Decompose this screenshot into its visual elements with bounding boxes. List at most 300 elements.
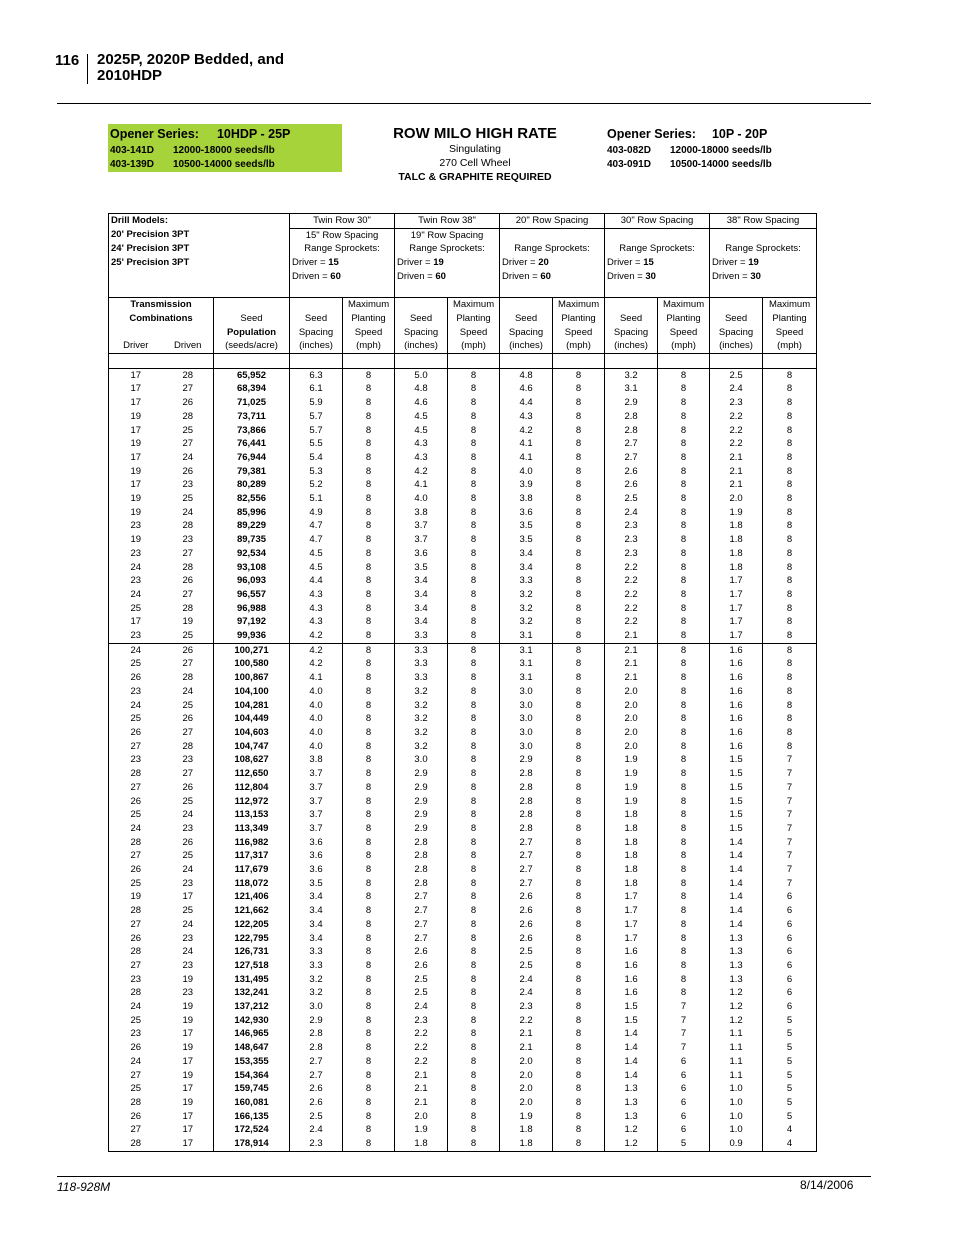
driver-cell: 27 bbox=[109, 740, 163, 754]
driver-cell: 17 bbox=[109, 615, 163, 629]
seed-spacing-cell: 2.4 bbox=[605, 506, 658, 520]
driven-cell: 25 bbox=[163, 904, 214, 918]
seed-spacing-cell: 3.4 bbox=[500, 561, 553, 575]
table-row bbox=[109, 932, 817, 946]
opener-right-label: Opener Series: bbox=[607, 127, 696, 141]
seed-spacing-cell: 3.6 bbox=[500, 506, 553, 520]
table-row bbox=[109, 1014, 817, 1028]
max-speed-cell: 8 bbox=[553, 1000, 605, 1014]
seed-spacing-cell: 3.5 bbox=[395, 561, 448, 575]
max-speed-cell: 8 bbox=[658, 643, 710, 657]
driven-cell: 26 bbox=[163, 643, 214, 657]
driver-cell: 25 bbox=[109, 602, 163, 616]
max-speed-cell: 8 bbox=[343, 1027, 395, 1041]
seed-spacing-cell: 1.4 bbox=[605, 1069, 658, 1083]
driver-sprocket bbox=[290, 256, 395, 270]
max-speed-cell: 8 bbox=[343, 629, 395, 643]
max-speed-cell: 8 bbox=[553, 671, 605, 685]
seed-spacing-cell: 1.8 bbox=[500, 1123, 553, 1137]
max-speed-cell: 8 bbox=[658, 465, 710, 479]
max-speed-cell: 8 bbox=[343, 822, 395, 836]
seed-spacing-cell: 4.1 bbox=[500, 451, 553, 465]
max-speed-cell: 8 bbox=[553, 1041, 605, 1055]
driver-cell: 26 bbox=[109, 726, 163, 740]
driver-cell: 17 bbox=[109, 396, 163, 410]
group-title: 30" Row Spacing bbox=[605, 214, 710, 229]
seed-spacing-cell: 2.5 bbox=[710, 368, 763, 382]
max-speed-cell: 8 bbox=[343, 1014, 395, 1028]
max-speed-cell: 8 bbox=[763, 726, 817, 740]
driver-cell: 25 bbox=[109, 712, 163, 726]
table-row bbox=[109, 368, 817, 382]
driven-cell: 25 bbox=[163, 849, 214, 863]
page-title bbox=[97, 52, 284, 84]
max-speed-cell: 8 bbox=[553, 629, 605, 643]
driven-cell: 28 bbox=[163, 561, 214, 575]
max-speed-cell: 8 bbox=[553, 932, 605, 946]
seed-spacing-cell: 1.9 bbox=[605, 781, 658, 795]
seed-spacing-cell: 2.2 bbox=[605, 588, 658, 602]
seed-spacing-header bbox=[500, 298, 553, 312]
seed-spacing-cell: 4.3 bbox=[290, 588, 343, 602]
seed-population-cell: 121,406 bbox=[214, 890, 290, 904]
seed-spacing-cell: 2.9 bbox=[290, 1014, 343, 1028]
seed-population-cell: 113,153 bbox=[214, 808, 290, 822]
driver-cell: 27 bbox=[109, 781, 163, 795]
seed-spacing-cell: 4.8 bbox=[500, 368, 553, 382]
driver-cell: 25 bbox=[109, 877, 163, 891]
seed-spacing-cell: 1.9 bbox=[710, 506, 763, 520]
max-speed-cell: 8 bbox=[553, 767, 605, 781]
driver-cell: 27 bbox=[109, 918, 163, 932]
chart-title: ROW MILO HIGH RATE bbox=[393, 125, 557, 142]
seed-spacing-cell: 3.2 bbox=[395, 726, 448, 740]
seed-spacing-header: Spacing bbox=[290, 326, 343, 340]
seed-spacing-cell: 3.4 bbox=[395, 588, 448, 602]
max-speed-cell: 8 bbox=[658, 973, 710, 987]
seed-spacing-cell: 3.7 bbox=[290, 767, 343, 781]
seed-spacing-cell: 3.3 bbox=[395, 629, 448, 643]
max-speed-cell: 8 bbox=[553, 712, 605, 726]
max-speed-cell: 8 bbox=[448, 547, 500, 561]
seed-spacing-cell: 2.4 bbox=[710, 382, 763, 396]
seed-spacing-cell: 3.8 bbox=[395, 506, 448, 520]
max-speed-cell: 8 bbox=[448, 643, 500, 657]
max-speed-cell: 7 bbox=[763, 822, 817, 836]
group-title: Twin Row 38" bbox=[395, 214, 500, 229]
seed-spacing-cell: 3.4 bbox=[395, 574, 448, 588]
max-speed-cell: 7 bbox=[763, 849, 817, 863]
seed-spacing-cell: 1.1 bbox=[710, 1041, 763, 1055]
seed-spacing-cell: 2.6 bbox=[290, 1096, 343, 1110]
driven-cell: 26 bbox=[163, 574, 214, 588]
seed-population-cell: 127,518 bbox=[214, 959, 290, 973]
driver-value: 15 bbox=[643, 257, 654, 269]
max-speed-cell: 8 bbox=[553, 685, 605, 699]
seed-spacing-cell: 5.7 bbox=[290, 424, 343, 438]
driver-label: Driver = bbox=[502, 257, 539, 269]
range-sprockets-label: Range Sprockets: bbox=[500, 242, 605, 256]
driver-cell: 23 bbox=[109, 574, 163, 588]
table-row bbox=[109, 451, 817, 465]
blank-cell bbox=[710, 354, 763, 369]
part-number: 403-141D bbox=[110, 145, 154, 156]
driven-cell: 19 bbox=[163, 973, 214, 987]
seed-population-cell: 146,965 bbox=[214, 1027, 290, 1041]
seed-spacing-cell: 1.8 bbox=[710, 533, 763, 547]
max-speed-cell: 8 bbox=[553, 643, 605, 657]
max-speed-cell: 8 bbox=[448, 918, 500, 932]
seed-spacing-cell: 4.1 bbox=[395, 478, 448, 492]
driver-cell: 26 bbox=[109, 1110, 163, 1124]
seed-population-cell: 92,534 bbox=[214, 547, 290, 561]
seed-spacing-cell: 4.0 bbox=[290, 726, 343, 740]
seed-spacing-cell: 2.8 bbox=[605, 424, 658, 438]
driven-cell: 28 bbox=[163, 519, 214, 533]
range-sprockets-label: Range Sprockets: bbox=[395, 242, 500, 256]
max-speed-cell: 8 bbox=[658, 808, 710, 822]
driver-label: Driver = bbox=[397, 257, 434, 269]
header-divider bbox=[87, 54, 88, 84]
max-speed-cell: 8 bbox=[658, 561, 710, 575]
opener-left-box bbox=[108, 124, 342, 172]
seed-spacing-cell: 4.3 bbox=[395, 437, 448, 451]
seed-spacing-cell: 1.6 bbox=[710, 726, 763, 740]
driver-cell: 23 bbox=[109, 519, 163, 533]
seed-spacing-header: Spacing bbox=[710, 326, 763, 340]
max-speed-header: (mph) bbox=[553, 339, 605, 353]
max-speed-cell: 8 bbox=[553, 973, 605, 987]
blank-cell bbox=[553, 354, 605, 369]
table-row bbox=[109, 424, 817, 438]
seed-spacing-cell: 2.6 bbox=[500, 904, 553, 918]
max-speed-cell: 8 bbox=[553, 877, 605, 891]
max-speed-cell: 8 bbox=[448, 781, 500, 795]
seed-spacing-cell: 4.1 bbox=[500, 437, 553, 451]
max-speed-cell: 8 bbox=[553, 478, 605, 492]
table-row bbox=[109, 945, 817, 959]
max-speed-cell: 8 bbox=[658, 602, 710, 616]
seed-spacing-cell: 3.7 bbox=[290, 822, 343, 836]
seed-spacing-cell: 5.3 bbox=[290, 465, 343, 479]
driver-cell: 19 bbox=[109, 437, 163, 451]
seed-spacing-cell: 2.1 bbox=[395, 1082, 448, 1096]
driver-cell: 23 bbox=[109, 547, 163, 561]
driven-cell: 24 bbox=[163, 918, 214, 932]
max-speed-cell: 8 bbox=[763, 382, 817, 396]
seed-spacing-cell: 2.0 bbox=[710, 492, 763, 506]
driven-label: Driven = bbox=[397, 270, 436, 282]
max-speed-cell: 8 bbox=[448, 1110, 500, 1124]
seed-spacing-cell: 6.3 bbox=[290, 368, 343, 382]
max-speed-cell: 8 bbox=[448, 726, 500, 740]
max-speed-cell: 8 bbox=[658, 382, 710, 396]
header-row bbox=[109, 270, 817, 284]
max-speed-cell: 8 bbox=[658, 671, 710, 685]
max-speed-cell: 7 bbox=[658, 1027, 710, 1041]
max-speed-header: Speed bbox=[658, 326, 710, 340]
seed-spacing-cell: 1.7 bbox=[605, 904, 658, 918]
driven-cell: 25 bbox=[163, 629, 214, 643]
seed-spacing-cell: 1.4 bbox=[605, 1027, 658, 1041]
max-speed-cell: 8 bbox=[763, 643, 817, 657]
header-row bbox=[109, 242, 817, 256]
driver-cell: 28 bbox=[109, 1096, 163, 1110]
max-speed-cell: 8 bbox=[343, 1096, 395, 1110]
table-row bbox=[109, 506, 817, 520]
opener-left-row bbox=[110, 159, 275, 170]
max-speed-cell: 8 bbox=[658, 492, 710, 506]
seed-population-cell: 112,650 bbox=[214, 767, 290, 781]
seed-population-cell: 137,212 bbox=[214, 1000, 290, 1014]
seed-spacing-cell: 4.0 bbox=[290, 712, 343, 726]
page-number: 116 bbox=[55, 52, 80, 69]
blank-cell bbox=[163, 354, 214, 369]
driven-cell: 28 bbox=[163, 740, 214, 754]
max-speed-cell: 8 bbox=[448, 1027, 500, 1041]
max-speed-cell: 8 bbox=[448, 753, 500, 767]
max-speed-cell: 8 bbox=[448, 629, 500, 643]
max-speed-cell: 8 bbox=[553, 740, 605, 754]
max-speed-cell: 8 bbox=[343, 712, 395, 726]
seed-spacing-cell: 2.2 bbox=[395, 1041, 448, 1055]
max-speed-cell: 8 bbox=[658, 726, 710, 740]
seed-spacing-cell: 2.2 bbox=[710, 437, 763, 451]
driver-cell: 19 bbox=[109, 533, 163, 547]
max-speed-cell: 8 bbox=[448, 836, 500, 850]
seed-spacing-cell: 2.1 bbox=[500, 1041, 553, 1055]
max-speed-cell: 8 bbox=[763, 533, 817, 547]
max-speed-cell: 8 bbox=[448, 904, 500, 918]
max-speed-cell: 8 bbox=[763, 740, 817, 754]
max-speed-cell: 8 bbox=[343, 945, 395, 959]
seed-spacing-cell: 2.2 bbox=[395, 1027, 448, 1041]
max-speed-cell: 8 bbox=[343, 890, 395, 904]
seed-spacing-cell: 4.5 bbox=[395, 410, 448, 424]
driver-cell: 27 bbox=[109, 849, 163, 863]
max-speed-cell: 8 bbox=[658, 795, 710, 809]
opener-left-row bbox=[110, 145, 275, 156]
max-speed-cell: 6 bbox=[763, 904, 817, 918]
seed-range: 10500-14000 seeds/lb bbox=[670, 159, 772, 170]
table-row bbox=[109, 767, 817, 781]
seed-spacing-cell: 2.0 bbox=[500, 1082, 553, 1096]
seed-spacing-cell: 5.4 bbox=[290, 451, 343, 465]
table-row bbox=[109, 437, 817, 451]
table-row bbox=[109, 904, 817, 918]
seed-population-cell: 96,557 bbox=[214, 588, 290, 602]
blank-cell bbox=[290, 354, 343, 369]
driven-sprocket bbox=[710, 270, 817, 284]
seed-population-cell: 112,804 bbox=[214, 781, 290, 795]
seed-spacing-cell: 3.5 bbox=[500, 533, 553, 547]
max-speed-cell: 8 bbox=[763, 671, 817, 685]
driven-cell: 27 bbox=[163, 547, 214, 561]
max-speed-cell: 8 bbox=[658, 629, 710, 643]
max-speed-cell: 8 bbox=[658, 574, 710, 588]
max-speed-cell: 8 bbox=[343, 615, 395, 629]
seed-spacing-cell: 4.5 bbox=[290, 561, 343, 575]
blank-cell bbox=[605, 284, 710, 298]
seed-spacing-cell: 2.2 bbox=[605, 602, 658, 616]
max-speed-cell: 8 bbox=[448, 368, 500, 382]
table-row bbox=[109, 1055, 817, 1069]
seed-spacing-cell: 2.6 bbox=[500, 890, 553, 904]
max-speed-cell: 6 bbox=[658, 1082, 710, 1096]
table-row bbox=[109, 382, 817, 396]
max-speed-cell: 8 bbox=[553, 451, 605, 465]
seed-spacing-cell: 2.6 bbox=[395, 959, 448, 973]
opener-right-box bbox=[607, 127, 772, 173]
max-speed-cell: 8 bbox=[448, 382, 500, 396]
max-speed-cell: 8 bbox=[553, 561, 605, 575]
seed-spacing-cell: 1.3 bbox=[605, 1110, 658, 1124]
seed-spacing-cell: 1.6 bbox=[710, 657, 763, 671]
driven-value: 30 bbox=[750, 270, 761, 282]
seed-spacing-cell: 4.2 bbox=[500, 424, 553, 438]
driver-cell: 24 bbox=[109, 588, 163, 602]
part-number: 403-091D bbox=[607, 159, 651, 170]
seed-spacing-cell: 2.5 bbox=[500, 945, 553, 959]
seed-spacing-cell: 1.1 bbox=[710, 1027, 763, 1041]
max-speed-cell: 8 bbox=[553, 1027, 605, 1041]
driver-cell: 28 bbox=[109, 945, 163, 959]
driven-cell: 19 bbox=[163, 1096, 214, 1110]
blank-cell bbox=[109, 270, 290, 284]
max-speed-cell: 8 bbox=[448, 932, 500, 946]
seed-spacing-cell: 4.4 bbox=[500, 396, 553, 410]
driver-cell: 26 bbox=[109, 671, 163, 685]
max-speed-cell: 5 bbox=[763, 1096, 817, 1110]
max-speed-cell: 8 bbox=[553, 849, 605, 863]
seed-spacing-cell: 3.3 bbox=[500, 574, 553, 588]
max-speed-cell: 8 bbox=[763, 657, 817, 671]
seed-spacing-cell: 3.2 bbox=[290, 986, 343, 1000]
seed-spacing-cell: 3.2 bbox=[395, 699, 448, 713]
seed-spacing-cell: 2.1 bbox=[605, 657, 658, 671]
driver-cell: 28 bbox=[109, 986, 163, 1000]
max-speed-cell: 8 bbox=[553, 959, 605, 973]
driver-cell: 26 bbox=[109, 863, 163, 877]
max-speed-cell: 8 bbox=[448, 1069, 500, 1083]
seed-spacing-cell: 2.7 bbox=[395, 890, 448, 904]
seed-spacing-cell: 1.8 bbox=[395, 1137, 448, 1151]
drill-models-label: Drill Models: bbox=[109, 214, 290, 229]
max-speed-cell: 8 bbox=[553, 492, 605, 506]
seed-spacing-cell: 3.2 bbox=[500, 588, 553, 602]
max-speed-cell: 6 bbox=[763, 973, 817, 987]
seed-spacing-cell: 2.5 bbox=[500, 959, 553, 973]
max-speed-cell: 8 bbox=[658, 945, 710, 959]
seed-population-cell: 132,241 bbox=[214, 986, 290, 1000]
table-row bbox=[109, 410, 817, 424]
seed-spacing-cell: 2.4 bbox=[290, 1123, 343, 1137]
seed-spacing-cell: 1.7 bbox=[710, 615, 763, 629]
seed-spacing-cell: 2.5 bbox=[605, 492, 658, 506]
max-speed-cell: 8 bbox=[343, 753, 395, 767]
seed-population-cell: 118,072 bbox=[214, 877, 290, 891]
header-row bbox=[109, 228, 817, 242]
table-row bbox=[109, 1041, 817, 1055]
max-speed-header: Planting bbox=[448, 312, 500, 326]
seed-spacing-cell: 3.1 bbox=[605, 382, 658, 396]
header-row bbox=[109, 256, 817, 270]
opener-left-label: Opener Series: bbox=[110, 127, 199, 141]
max-speed-cell: 8 bbox=[343, 849, 395, 863]
seed-spacing-cell: 3.4 bbox=[290, 890, 343, 904]
max-speed-cell: 8 bbox=[658, 986, 710, 1000]
seed-spacing-cell: 4.9 bbox=[290, 506, 343, 520]
max-speed-cell: 8 bbox=[343, 396, 395, 410]
driven-cell: 23 bbox=[163, 877, 214, 891]
seed-spacing-cell: 3.0 bbox=[500, 740, 553, 754]
seed-spacing-cell: 5.2 bbox=[290, 478, 343, 492]
max-speed-cell: 8 bbox=[448, 808, 500, 822]
seed-spacing-cell: 4.2 bbox=[290, 643, 343, 657]
driven-value: 60 bbox=[330, 270, 341, 282]
max-speed-cell: 8 bbox=[448, 1055, 500, 1069]
driver-cell: 25 bbox=[109, 1082, 163, 1096]
seed-spacing-cell: 4.3 bbox=[290, 602, 343, 616]
opener-right-heading bbox=[607, 127, 767, 141]
driven-cell: 27 bbox=[163, 726, 214, 740]
table-row bbox=[109, 740, 817, 754]
seed-population-cell: 131,495 bbox=[214, 973, 290, 987]
driven-cell: 25 bbox=[163, 492, 214, 506]
driven-value: 30 bbox=[645, 270, 656, 282]
max-speed-cell: 8 bbox=[343, 478, 395, 492]
column-header-row bbox=[109, 298, 817, 312]
seed-spacing-cell: 1.9 bbox=[395, 1123, 448, 1137]
max-speed-cell: 8 bbox=[658, 740, 710, 754]
max-speed-cell: 8 bbox=[658, 451, 710, 465]
max-speed-cell: 7 bbox=[763, 836, 817, 850]
seed-spacing-header: Seed bbox=[290, 312, 343, 326]
max-speed-cell: 8 bbox=[553, 986, 605, 1000]
driver-cell: 19 bbox=[109, 465, 163, 479]
max-speed-cell: 8 bbox=[553, 602, 605, 616]
seed-spacing-cell: 4.8 bbox=[395, 382, 448, 396]
max-speed-cell: 8 bbox=[658, 437, 710, 451]
max-speed-header: Speed bbox=[763, 326, 817, 340]
seed-spacing-cell: 3.4 bbox=[500, 547, 553, 561]
max-speed-cell: 8 bbox=[553, 615, 605, 629]
driver-value: 19 bbox=[748, 257, 759, 269]
max-speed-cell: 4 bbox=[763, 1137, 817, 1151]
max-speed-cell: 8 bbox=[553, 506, 605, 520]
max-speed-cell: 8 bbox=[658, 368, 710, 382]
seed-population-cell: 99,936 bbox=[214, 629, 290, 643]
seed-spacing-cell: 1.4 bbox=[710, 904, 763, 918]
driver-label: Driver = bbox=[292, 257, 329, 269]
table-row bbox=[109, 781, 817, 795]
max-speed-cell: 8 bbox=[553, 863, 605, 877]
seed-spacing-header: (inches) bbox=[605, 339, 658, 353]
seed-spacing-cell: 1.8 bbox=[710, 561, 763, 575]
max-speed-cell: 8 bbox=[763, 629, 817, 643]
blank-cell bbox=[395, 354, 448, 369]
table-row bbox=[109, 795, 817, 809]
max-speed-cell: 8 bbox=[448, 424, 500, 438]
seed-population-cell: 73,866 bbox=[214, 424, 290, 438]
max-speed-cell: 8 bbox=[343, 1082, 395, 1096]
seed-spacing-cell: 1.2 bbox=[710, 986, 763, 1000]
seed-spacing-cell: 3.0 bbox=[500, 726, 553, 740]
max-speed-cell: 8 bbox=[448, 767, 500, 781]
max-speed-cell: 8 bbox=[343, 1123, 395, 1137]
max-speed-cell: 8 bbox=[658, 396, 710, 410]
range-sprockets-label: Range Sprockets: bbox=[710, 242, 817, 256]
